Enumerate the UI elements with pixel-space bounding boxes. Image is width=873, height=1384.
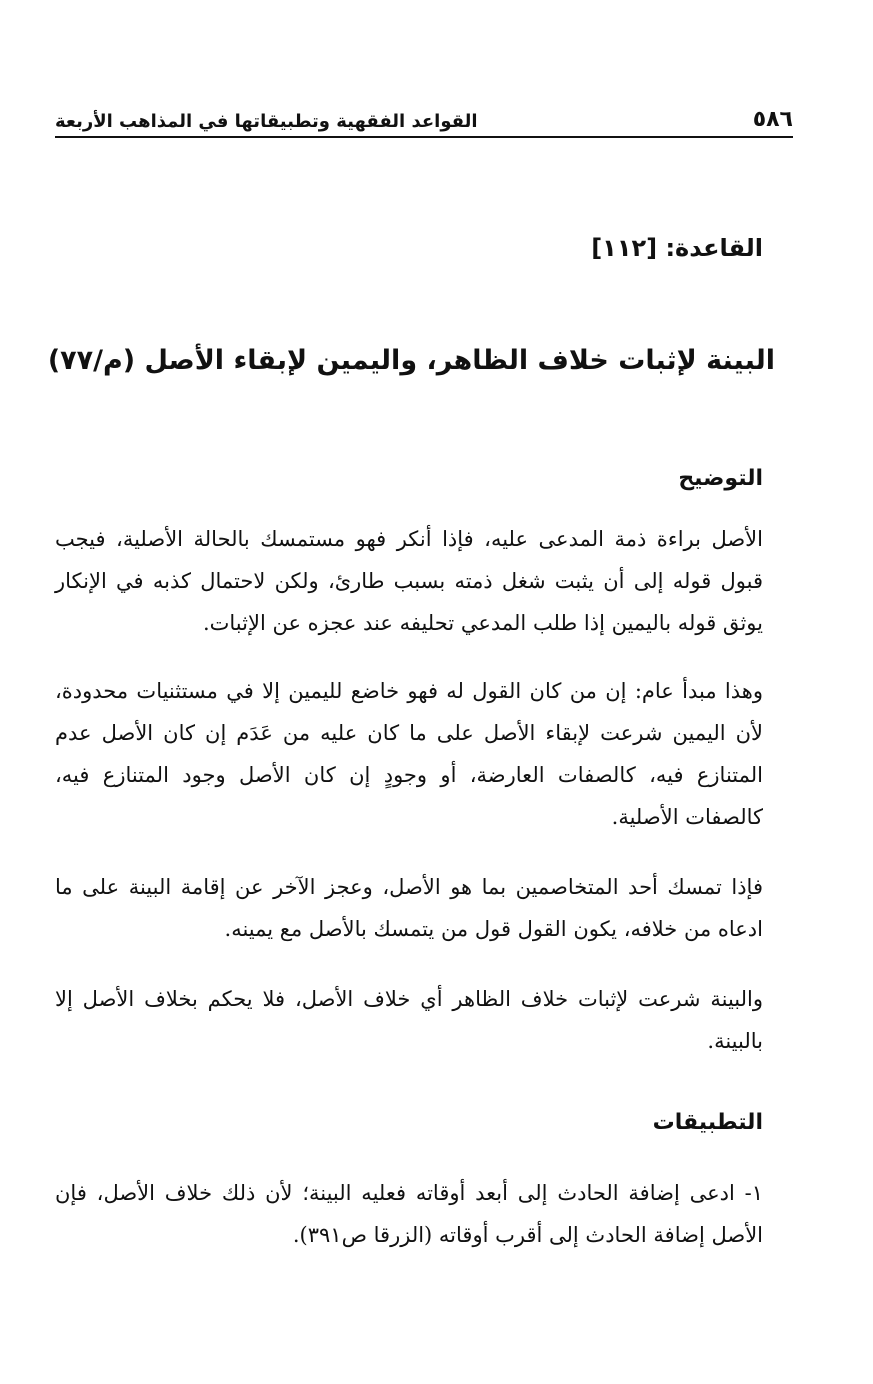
running-title: القواعد الفقهية وتطبيقاتها في المذاهب الأربعة bbox=[55, 111, 478, 132]
explanation-paragraph: الأصل براءة ذمة المدعى عليه، فإذا أنكر فهو مستمسك بالحالة الأصلية، فيجب قبول قوله إلى أن يثبت شغل ذمته بسبب طارئ، ولكن لاحتمال كذبه في الإنكار يوثق قوله باليمين إذا طلب المدعي تحليفه عند عجزه عن الإثبات. bbox=[55, 527, 763, 635]
application-item: ١- ادعى إضافة الحادث إلى أبعد أوقاته فعليه البينة؛ لأن ذلك خلاف الأصل، فإن الأصل إضافة الحادث إلى أقرب أوقاته (الزرقا ص٣٩١). bbox=[55, 1181, 763, 1247]
explanation-paragraph: فإذا تمسك أحد المتخاصمين بما هو الأصل، وعجز الآخر عن إقامة البينة على ما ادعاه من خلافه، يكون القول قول من يتمسك بالأصل مع يمينه. bbox=[55, 875, 763, 941]
applications-heading: التطبيقات bbox=[652, 1110, 763, 1135]
rule-number: [١١٢] bbox=[591, 234, 658, 262]
rule-label bbox=[591, 234, 763, 262]
explanation-paragraph: وهذا مبدأ عام: إن من كان القول له فهو خاضع لليمين إلا في مستثنيات محدودة، لأن اليمين شرعت لإبقاء الأصل على ما كان عليه من عَدَم إن كان الأصل عدم المتنازع فيه، كالصفات العارضة، أو وجودٍ إن كان الأصل وجود المتنازع فيه، كالصفات الأصلية. bbox=[55, 679, 763, 829]
rule-title: البينة لإثبات خلاف الظاهر، واليمين لإبقاء الأصل (م/٧٧) bbox=[47, 345, 775, 376]
page-header bbox=[55, 98, 793, 138]
rule-label-word: القاعدة: bbox=[665, 234, 763, 262]
explanation-paragraph: والبينة شرعت لإثبات خلاف الظاهر أي خلاف الأصل، فلا يحكم بخلاف الأصل إلا بالبينة. bbox=[55, 987, 763, 1053]
explanation-heading: التوضيح bbox=[678, 466, 763, 491]
page-number: ٥٨٦ bbox=[752, 107, 793, 132]
